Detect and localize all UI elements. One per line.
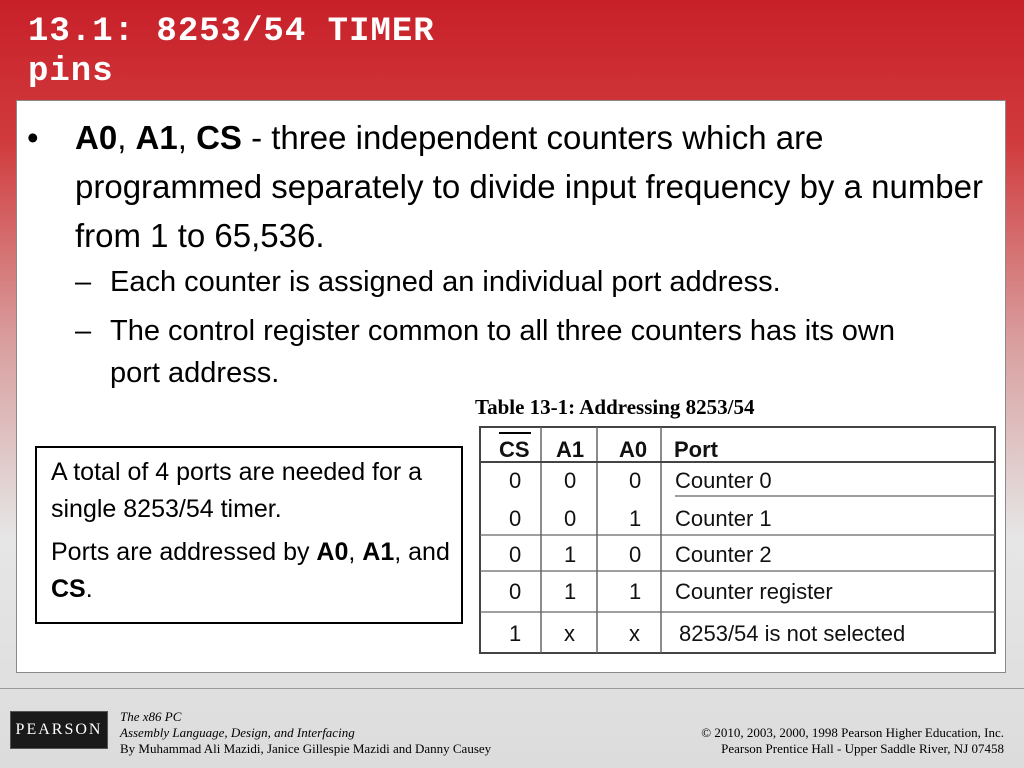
copyright-line: © 2010, 2003, 2000, 1998 Pearson Higher Education, Inc.: [701, 725, 1004, 740]
term-a0: A0: [75, 119, 118, 156]
separator: ,: [117, 119, 136, 156]
term-a1: A1: [362, 538, 395, 566]
table-cell: 0: [509, 542, 522, 567]
info-paragraph-1: A total of 4 ports are needed for a single 8253/54 timer.: [51, 458, 423, 523]
slide-title-line1: 13.1: 8253/54 TIMER: [28, 13, 435, 51]
info-paragraph-2: [51, 534, 461, 608]
info-text: Ports are addressed by: [51, 538, 317, 566]
separator: , and: [394, 538, 450, 566]
main-bullet-body: - three independent counters which are programmed separately to divide input frequency by a number from 1 to 65,536.: [75, 119, 983, 254]
table-cell: Counter 2: [675, 542, 772, 567]
table-caption: Table 13-1: Addressing 8253/54: [475, 395, 755, 419]
dash-marker: –: [75, 315, 92, 347]
table-cell: 0: [629, 468, 642, 493]
content-panel: [16, 100, 1006, 673]
book-info: [120, 709, 491, 757]
separator: ,: [177, 119, 197, 156]
book-title: The x86 PC: [120, 709, 182, 724]
copyright-info: [701, 725, 1004, 757]
table-cell: 1: [564, 579, 577, 604]
main-bullet-text: [75, 113, 995, 260]
publisher-line: Pearson Prentice Hall - Upper Saddle River, NJ 07458: [721, 741, 1004, 756]
table-cell: Counter 1: [675, 506, 772, 531]
table-cell: 1: [564, 542, 577, 567]
bullet-marker: •: [27, 119, 39, 156]
table-cell: x: [564, 621, 575, 646]
table-cell: 1: [509, 621, 522, 646]
slide-title: [28, 12, 435, 92]
book-authors: By Muhammad Ali Mazidi, Janice Gillespie Mazidi and Danny Causey: [120, 741, 492, 756]
term-a1: A1: [135, 119, 178, 156]
table-cell: 8253/54 is not selected: [679, 621, 906, 646]
table-cell: x: [629, 621, 640, 646]
footer: [0, 693, 1024, 768]
term-a0: A0: [316, 538, 349, 566]
addressing-table: [479, 426, 996, 654]
table-cell: 1: [629, 579, 642, 604]
table-header-cs: CS: [499, 437, 530, 462]
footer-divider: [0, 688, 1024, 689]
table-header-port: Port: [674, 437, 718, 462]
pearson-logo: PEARSON: [10, 711, 108, 749]
table-cell: 0: [509, 579, 522, 604]
table-cell: 0: [509, 506, 522, 531]
table-header-a0: A0: [619, 437, 648, 462]
book-subtitle: Assembly Language, Design, and Interfacing: [120, 725, 355, 740]
period: .: [85, 575, 93, 603]
term-cs: CS: [196, 119, 242, 156]
info-box: [35, 446, 463, 624]
dash-marker: –: [75, 266, 92, 298]
table-cell: 1: [629, 506, 642, 531]
table-cell: Counter register: [675, 579, 833, 604]
sub-bullet-text: Each counter is assigned an individual port address.: [110, 266, 781, 298]
separator: ,: [348, 538, 363, 566]
table-header-a1: A1: [556, 437, 585, 462]
table-cell: 0: [629, 542, 642, 567]
table-cell: Counter 0: [675, 468, 772, 493]
table-cell: 0: [564, 506, 577, 531]
term-cs: CS: [51, 575, 86, 603]
slide-title-line2: pins: [28, 53, 114, 91]
table-cell: 0: [564, 468, 577, 493]
sub-bullet-text: The control register common to all three counters has its own port address.: [110, 315, 895, 389]
table-cell: 0: [509, 468, 522, 493]
